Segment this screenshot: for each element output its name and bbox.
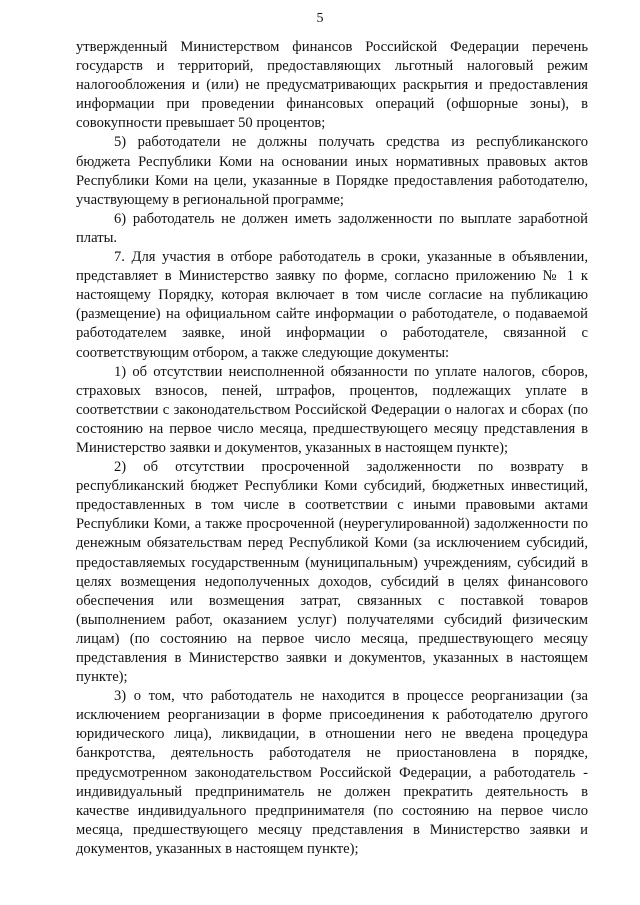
- paragraph-continuation: утвержденный Министерством финансов Российской Федерации перечень государств и территорий, предоставляющих льготный налоговый режим налогообложения и (или) не предусматривающих раскрытия и предоставления информации при проведении финансовых операций (офшорные зоны), в совокупности превышает 50 процентов;: [76, 39, 588, 132]
- paragraph-item-5: 5) работодатели не должны получать средства из республиканского бюджета Республики Коми на основании иных нормативных правовых актов Республики Коми на цели, указанные в Порядке предоставления работодателю, участвующему в региональной программе;: [76, 134, 588, 208]
- paragraph-subitem-2: 2) об отсутствии просроченной задолженности по возврату в республиканский бюджет Республики Коми субсидий, бюджетных инвестиций, предоставленных в том числе в соответствии с иными правовыми актами Республики Коми, а также просроченной (неурегулированной) задолженности по денежным обязательствам перед Республикой Коми (за исключением субсидий, предоставляемых государственным (муниципальным) учреждениям, субсидий в целях возмещения недополученных доходов, субсидий в целях финансового обеспечения или возмещения затрат, связанных с поставкой товаров (выполнением работ, оказанием услуг) получателями субсидий физическим лицам) (по состоянию на первое число месяца, предшествующего месяцу представления в Министерство заявки и документов, указанных в настоящем пункте);: [76, 459, 588, 686]
- paragraph-clause-7: 7. Для участия в отборе работодатель в сроки, указанные в объявлении, представляет в Министерство заявку по форме, согласно приложению № 1 к настоящему Порядку, которая включает в том числе согласие на публикацию (размещение) на официальном сайте информации о работодателе, о подаваемой работодателем заявке, иной информации о работодателе, связанной с соответствующим отбором, а также следующие документы:: [76, 249, 588, 361]
- page-number: 5: [316, 11, 324, 26]
- document-body: [76, 38, 588, 859]
- paragraph-item-6: 6) работодатель не должен иметь задолженности по выплате заработной платы.: [76, 210, 588, 246]
- paragraph-subitem-1: 1) об отсутствии неисполненной обязанности по уплате налогов, сборов, страховых взносов, пеней, штрафов, процентов, подлежащих уплате в соответствии с законодательством Российской Федерации о налогах и сборах (по состоянию на первое число месяца, предшествующего месяцу представления в Министерство заявки и документов, указанных в настоящем пункте);: [76, 363, 588, 456]
- paragraph-subitem-3: 3) о том, что работодатель не находится в процессе реорганизации (за исключением реорганизации в форме присоединения к работодателю другого юридического лица), ликвидации, в отношении него не введена процедура банкротства, деятельность работодателя не приостановлена в порядке, предусмотренном законодательством Российской Федерации, а работодатель - индивидуальный предприниматель не должен прекратить деятельность в качестве индивидуального предпринимателя (по состоянию на первое число месяца, предшествующего месяцу представления в Министерство заявки и документов, указанных в настоящем пункте);: [76, 688, 588, 857]
